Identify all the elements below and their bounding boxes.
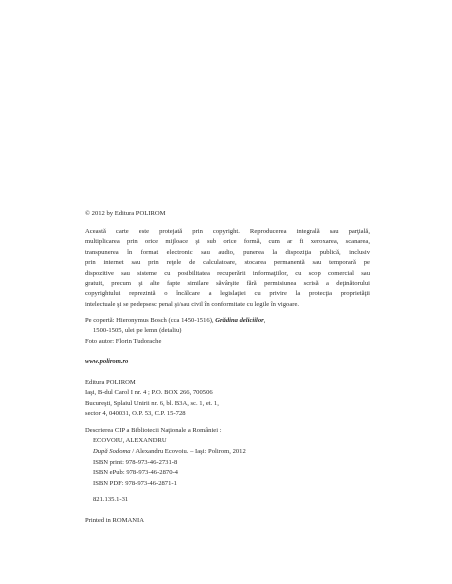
- legal-line: prin internet sau prin reţele de calculatoare, stocarea permanentă sau temporară pe: [85, 259, 370, 267]
- legal-notice: [85, 227, 370, 310]
- printed-block: [85, 516, 370, 526]
- cover-credits: [85, 316, 370, 347]
- isbn-epub: ISBN ePub: 978-973-46-2870-4: [93, 469, 178, 477]
- legal-line: gratuit, precum şi alte fapte similare săvârşite fără permisiunea scrisă a deţinătorului: [85, 280, 370, 288]
- isbn-list: [85, 458, 370, 489]
- photo-credit: Foto autor: Florin Tudorache: [85, 337, 162, 345]
- classification-code: 821.135.1-31: [93, 496, 129, 503]
- cover-artwork-details: 1500-1505, ulei pe lemn (detaliu): [93, 327, 182, 335]
- isbn-pdf: ISBN PDF: 978-973-46-2871-1: [93, 479, 177, 487]
- legal-line: copyrightului reprezintă o încălcare a legislaţiei cu privire la protecţia proprietăţii: [85, 290, 370, 298]
- legal-line: intelectuale şi se pedepsesc penal şi/sau civil în conformitate cu legile în vigoare.: [85, 300, 300, 308]
- cover-artwork-title: Grădina deliciilor: [215, 317, 264, 324]
- address-line: Iaşi, B-dul Carol I nr. 4 ; P.O. BOX 266, 700506: [85, 389, 213, 397]
- printed-in: Printed in ROMANIA: [85, 517, 144, 524]
- publisher-address: [85, 378, 370, 420]
- cip-imprint: / Alexandru Ecovoiu. – Iaşi: Polirom, 2012: [130, 447, 246, 455]
- copyright-line: [85, 209, 370, 219]
- classification-block: [85, 495, 370, 505]
- cip-title-line: [85, 447, 370, 457]
- cip-book-title: După Sodoma: [93, 447, 131, 455]
- legal-line: Această carte este protejată prin copyright. Reproducerea integrală sau parţială,: [85, 228, 370, 235]
- address-line: sector 4, 040031, O.P. 53, C.P. 15-728: [85, 410, 186, 418]
- cover-suffix: ,: [263, 317, 266, 324]
- legal-line: multiplicarea prin orice mijloace şi sub orice formă, cum ar fi xeroxarea, scanarea,: [85, 238, 370, 246]
- address-line: Bucureşti, Splaiul Unirii nr. 6, bl. B3A, sc. 1, et. 1,: [85, 399, 219, 407]
- cover-credit-line: [85, 316, 370, 326]
- publisher-name: Editura POLIROM: [85, 379, 136, 386]
- cip-description: [85, 426, 370, 457]
- cover-prefix: Pe copertă: Hieronymus Bosch (cca 1450-1516),: [85, 317, 216, 324]
- legal-line: dispozitive sau sisteme cu posibilitatea recuperării informaţiilor, cu scop comercial sau: [85, 269, 370, 277]
- legal-line: transpunerea în format electronic sau audio, punerea la dispoziţia publică, inclusiv: [85, 248, 370, 256]
- isbn-print: ISBN print: 978-973-46-2731-8: [93, 459, 178, 466]
- cip-author: ECOVOIU, ALEXANDRU: [93, 437, 167, 445]
- cip-heading: Descrierea CIP a Bibliotecii Naţionale a României :: [85, 427, 222, 434]
- website-block: [85, 357, 370, 367]
- publisher-website: www.polirom.ro: [85, 358, 129, 365]
- copyright-text: © 2012 by Editura POLIROM: [85, 210, 166, 217]
